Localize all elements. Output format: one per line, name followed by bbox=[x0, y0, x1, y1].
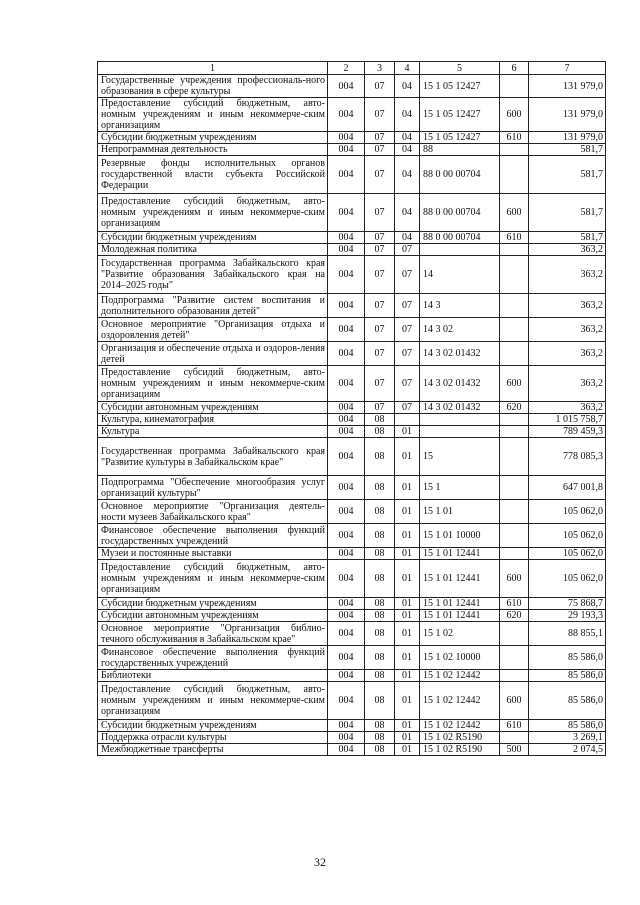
row-target-article-cell: 15 1 01 12441 bbox=[420, 598, 500, 610]
table-row bbox=[98, 426, 606, 438]
row-section-cell: 07 bbox=[365, 256, 395, 294]
row-name-cell: Подпрограмма "Развитие систем воспитания и дополнительного образования детей" bbox=[98, 294, 328, 318]
row-amount-cell: 581,7 bbox=[529, 194, 606, 232]
table-row bbox=[98, 610, 606, 622]
row-amount-cell: 75 868,7 bbox=[529, 598, 606, 610]
row-target-article-cell: 15 1 02 R5190 bbox=[420, 732, 500, 744]
table-row bbox=[98, 622, 606, 646]
row-subsection-cell: 01 bbox=[395, 622, 420, 646]
table-row bbox=[98, 720, 606, 732]
row-target-article-cell: 14 3 02 bbox=[420, 318, 500, 342]
row-name-cell: Предоставление субсидий бюджетным, авто-номным учреждениям и иным некоммерче-ским организациям bbox=[98, 194, 328, 232]
row-name-cell: Государственные учреждения профессиональ-ного образования в сфере культуры bbox=[98, 75, 328, 98]
table-row bbox=[98, 318, 606, 342]
row-expense-type-cell: 600 bbox=[500, 682, 529, 720]
row-admin-code-cell: 004 bbox=[328, 132, 365, 144]
row-subsection-cell: 01 bbox=[395, 744, 420, 756]
row-amount-cell: 88 855,1 bbox=[529, 622, 606, 646]
table-row bbox=[98, 500, 606, 524]
row-expense-type-cell bbox=[500, 75, 529, 98]
row-section-cell: 07 bbox=[365, 318, 395, 342]
row-expense-type-cell: 600 bbox=[500, 194, 529, 232]
row-target-article-cell bbox=[420, 244, 500, 256]
row-admin-code-cell: 004 bbox=[328, 476, 365, 500]
row-amount-cell: 581,7 bbox=[529, 156, 606, 194]
row-section-cell: 07 bbox=[365, 132, 395, 144]
row-subsection-cell: 04 bbox=[395, 156, 420, 194]
table-row bbox=[98, 156, 606, 194]
row-name-cell: Межбюджетные трансферты bbox=[98, 744, 328, 756]
row-admin-code-cell: 004 bbox=[328, 622, 365, 646]
page-number: 32 bbox=[314, 855, 326, 869]
row-target-article-cell: 15 1 01 12441 bbox=[420, 548, 500, 560]
row-section-cell: 08 bbox=[365, 414, 395, 426]
row-admin-code-cell: 004 bbox=[328, 318, 365, 342]
header-cell-1: 1 bbox=[98, 62, 328, 75]
row-subsection-cell: 04 bbox=[395, 98, 420, 132]
row-amount-cell: 2 074,5 bbox=[529, 744, 606, 756]
row-amount-cell: 85 586,0 bbox=[529, 682, 606, 720]
row-expense-type-cell bbox=[500, 476, 529, 500]
row-subsection-cell: 04 bbox=[395, 132, 420, 144]
row-subsection-cell: 01 bbox=[395, 670, 420, 682]
row-section-cell: 07 bbox=[365, 402, 395, 414]
row-admin-code-cell: 004 bbox=[328, 98, 365, 132]
row-target-article-cell: 15 1 bbox=[420, 476, 500, 500]
row-target-article-cell: 14 bbox=[420, 256, 500, 294]
row-section-cell: 07 bbox=[365, 294, 395, 318]
row-section-cell: 08 bbox=[365, 744, 395, 756]
row-admin-code-cell: 004 bbox=[328, 610, 365, 622]
row-amount-cell: 363,2 bbox=[529, 318, 606, 342]
row-admin-code-cell: 004 bbox=[328, 414, 365, 426]
row-section-cell: 08 bbox=[365, 524, 395, 548]
row-name-cell: Субсидии бюджетным учреждениям bbox=[98, 132, 328, 144]
header-cell-2: 2 bbox=[328, 62, 365, 75]
row-section-cell: 08 bbox=[365, 548, 395, 560]
table-row bbox=[98, 75, 606, 98]
row-target-article-cell: 15 1 02 12442 bbox=[420, 670, 500, 682]
row-expense-type-cell: 620 bbox=[500, 402, 529, 414]
row-expense-type-cell bbox=[500, 256, 529, 294]
row-subsection-cell: 01 bbox=[395, 720, 420, 732]
row-expense-type-cell bbox=[500, 342, 529, 366]
row-name-cell: Государственная программа Забайкальского края "Развитие образования Забайкальского края на 2014–2025 годы" bbox=[98, 256, 328, 294]
row-expense-type-cell bbox=[500, 426, 529, 438]
row-target-article-cell: 14 3 bbox=[420, 294, 500, 318]
row-target-article-cell: 15 1 02 12442 bbox=[420, 682, 500, 720]
row-admin-code-cell: 004 bbox=[328, 232, 365, 244]
row-subsection-cell: 07 bbox=[395, 342, 420, 366]
row-amount-cell: 105 062,0 bbox=[529, 524, 606, 548]
row-name-cell: Подпрограмма "Обеспечение многообразия услуг организаций культуры" bbox=[98, 476, 328, 500]
row-admin-code-cell: 004 bbox=[328, 438, 365, 476]
row-admin-code-cell: 004 bbox=[328, 75, 365, 98]
row-section-cell: 08 bbox=[365, 476, 395, 500]
row-name-cell: Предоставление субсидий бюджетным, авто-номным учреждениям и иным некоммерче-ским организациям bbox=[98, 366, 328, 402]
row-subsection-cell: 04 bbox=[395, 194, 420, 232]
table-row bbox=[98, 438, 606, 476]
row-section-cell: 07 bbox=[365, 75, 395, 98]
row-amount-cell: 105 062,0 bbox=[529, 500, 606, 524]
header-cell-4: 4 bbox=[395, 62, 420, 75]
row-section-cell: 08 bbox=[365, 682, 395, 720]
row-expense-type-cell: 600 bbox=[500, 366, 529, 402]
row-target-article-cell: 15 1 02 bbox=[420, 622, 500, 646]
header-cell-7: 7 bbox=[529, 62, 606, 75]
row-amount-cell: 3 269,1 bbox=[529, 732, 606, 744]
row-subsection-cell: 07 bbox=[395, 402, 420, 414]
row-name-cell: Основное мероприятие "Организация деятель-ности музеев Забайкальского края" bbox=[98, 500, 328, 524]
table-row bbox=[98, 524, 606, 548]
row-target-article-cell: 15 1 02 R5190 bbox=[420, 744, 500, 756]
row-name-cell: Молодежная политика bbox=[98, 244, 328, 256]
row-amount-cell: 1 015 758,7 bbox=[529, 414, 606, 426]
row-target-article-cell: 88 bbox=[420, 144, 500, 156]
table-row bbox=[98, 366, 606, 402]
row-amount-cell: 581,7 bbox=[529, 232, 606, 244]
row-subsection-cell: 04 bbox=[395, 75, 420, 98]
row-name-cell: Субсидии бюджетным учреждениям bbox=[98, 232, 328, 244]
row-expense-type-cell: 600 bbox=[500, 560, 529, 598]
row-admin-code-cell: 004 bbox=[328, 194, 365, 232]
row-admin-code-cell: 004 bbox=[328, 560, 365, 598]
row-expense-type-cell bbox=[500, 646, 529, 670]
row-target-article-cell: 15 1 01 10000 bbox=[420, 524, 500, 548]
row-admin-code-cell: 004 bbox=[328, 682, 365, 720]
row-expense-type-cell bbox=[500, 294, 529, 318]
row-name-cell: Финансовое обеспечение выполнения функций государственных учреждений bbox=[98, 524, 328, 548]
header-cell-3: 3 bbox=[365, 62, 395, 75]
row-target-article-cell: 14 3 02 01432 bbox=[420, 402, 500, 414]
row-name-cell: Предоставление субсидий бюджетным, авто-номным учреждениям и иным некоммерче-ским организациям bbox=[98, 682, 328, 720]
row-admin-code-cell: 004 bbox=[328, 294, 365, 318]
row-amount-cell: 85 586,0 bbox=[529, 670, 606, 682]
row-name-cell: Поддержка отрасли культуры bbox=[98, 732, 328, 744]
row-section-cell: 07 bbox=[365, 144, 395, 156]
row-amount-cell: 778 085,3 bbox=[529, 438, 606, 476]
row-admin-code-cell: 004 bbox=[328, 256, 365, 294]
row-target-article-cell: 14 3 02 01432 bbox=[420, 366, 500, 402]
row-target-article-cell: 88 0 00 00704 bbox=[420, 194, 500, 232]
row-amount-cell: 85 586,0 bbox=[529, 720, 606, 732]
row-admin-code-cell: 004 bbox=[328, 156, 365, 194]
row-expense-type-cell: 620 bbox=[500, 610, 529, 622]
row-target-article-cell: 14 3 02 01432 bbox=[420, 342, 500, 366]
row-expense-type-cell: 610 bbox=[500, 232, 529, 244]
row-expense-type-cell bbox=[500, 244, 529, 256]
row-name-cell: Основное мероприятие "Организация отдыха и оздоровления детей" bbox=[98, 318, 328, 342]
row-target-article-cell: 15 bbox=[420, 438, 500, 476]
row-section-cell: 08 bbox=[365, 560, 395, 598]
row-admin-code-cell: 004 bbox=[328, 720, 365, 732]
row-name-cell: Финансовое обеспечение выполнения функций государственных учреждений bbox=[98, 646, 328, 670]
row-name-cell: Культура, кинематография bbox=[98, 414, 328, 426]
table-row bbox=[98, 732, 606, 744]
row-name-cell: Субсидии бюджетным учреждениям bbox=[98, 598, 328, 610]
row-name-cell: Предоставление субсидий бюджетным, авто-номным учреждениям и иным некоммерче-ским организациям bbox=[98, 560, 328, 598]
row-section-cell: 07 bbox=[365, 98, 395, 132]
row-subsection-cell: 07 bbox=[395, 256, 420, 294]
row-admin-code-cell: 004 bbox=[328, 548, 365, 560]
row-admin-code-cell: 004 bbox=[328, 646, 365, 670]
row-amount-cell: 85 586,0 bbox=[529, 646, 606, 670]
table-row bbox=[98, 194, 606, 232]
header-cell-5: 5 bbox=[420, 62, 500, 75]
row-target-article-cell: 15 1 02 12442 bbox=[420, 720, 500, 732]
row-name-cell: Организация и обеспечение отдыха и оздоров-ления детей bbox=[98, 342, 328, 366]
row-expense-type-cell bbox=[500, 414, 529, 426]
table-row bbox=[98, 598, 606, 610]
row-amount-cell: 647 001,8 bbox=[529, 476, 606, 500]
row-admin-code-cell: 004 bbox=[328, 402, 365, 414]
row-expense-type-cell bbox=[500, 144, 529, 156]
row-section-cell: 07 bbox=[365, 232, 395, 244]
row-admin-code-cell: 004 bbox=[328, 366, 365, 402]
row-amount-cell: 131 979,0 bbox=[529, 132, 606, 144]
table-row bbox=[98, 560, 606, 598]
row-section-cell: 08 bbox=[365, 610, 395, 622]
row-amount-cell: 105 062,0 bbox=[529, 548, 606, 560]
row-section-cell: 08 bbox=[365, 732, 395, 744]
row-admin-code-cell: 004 bbox=[328, 426, 365, 438]
row-admin-code-cell: 004 bbox=[328, 244, 365, 256]
table-row bbox=[98, 646, 606, 670]
table-row bbox=[98, 402, 606, 414]
row-amount-cell: 105 062,0 bbox=[529, 560, 606, 598]
row-subsection-cell: 01 bbox=[395, 426, 420, 438]
row-expense-type-cell bbox=[500, 438, 529, 476]
row-admin-code-cell: 004 bbox=[328, 598, 365, 610]
row-subsection-cell: 01 bbox=[395, 524, 420, 548]
row-target-article-cell: 15 1 01 12441 bbox=[420, 560, 500, 598]
row-expense-type-cell: 600 bbox=[500, 98, 529, 132]
row-section-cell: 08 bbox=[365, 646, 395, 670]
row-expense-type-cell: 500 bbox=[500, 744, 529, 756]
row-amount-cell: 131 979,0 bbox=[529, 75, 606, 98]
row-target-article-cell: 88 0 00 00704 bbox=[420, 156, 500, 194]
row-amount-cell: 363,2 bbox=[529, 342, 606, 366]
row-amount-cell: 581,7 bbox=[529, 144, 606, 156]
row-name-cell: Основное мероприятие "Организация библио-течного обслуживания в Забайкальском крае" bbox=[98, 622, 328, 646]
row-subsection-cell: 01 bbox=[395, 438, 420, 476]
row-target-article-cell: 15 1 05 12427 bbox=[420, 98, 500, 132]
row-name-cell: Музеи и постоянные выставки bbox=[98, 548, 328, 560]
row-expense-type-cell: 610 bbox=[500, 132, 529, 144]
row-expense-type-cell bbox=[500, 670, 529, 682]
row-target-article-cell: 88 0 00 00704 bbox=[420, 232, 500, 244]
row-subsection-cell: 07 bbox=[395, 244, 420, 256]
row-admin-code-cell: 004 bbox=[328, 744, 365, 756]
row-section-cell: 08 bbox=[365, 720, 395, 732]
row-section-cell: 07 bbox=[365, 366, 395, 402]
table-row bbox=[98, 682, 606, 720]
row-subsection-cell: 07 bbox=[395, 366, 420, 402]
table-row bbox=[98, 232, 606, 244]
row-expense-type-cell bbox=[500, 500, 529, 524]
row-expense-type-cell: 610 bbox=[500, 720, 529, 732]
row-amount-cell: 363,2 bbox=[529, 294, 606, 318]
row-section-cell: 08 bbox=[365, 438, 395, 476]
table-row bbox=[98, 744, 606, 756]
row-section-cell: 07 bbox=[365, 194, 395, 232]
table-row bbox=[98, 144, 606, 156]
row-section-cell: 08 bbox=[365, 622, 395, 646]
row-expense-type-cell bbox=[500, 318, 529, 342]
row-admin-code-cell: 004 bbox=[328, 500, 365, 524]
row-subsection-cell: 01 bbox=[395, 548, 420, 560]
row-amount-cell: 363,2 bbox=[529, 244, 606, 256]
row-section-cell: 08 bbox=[365, 670, 395, 682]
row-expense-type-cell bbox=[500, 622, 529, 646]
table-row bbox=[98, 414, 606, 426]
row-expense-type-cell bbox=[500, 524, 529, 548]
row-name-cell: Государственная программа Забайкальского края "Развитие культуры в Забайкальском крае" bbox=[98, 438, 328, 476]
row-name-cell: Непрограммная деятельность bbox=[98, 144, 328, 156]
row-target-article-cell: 15 1 02 10000 bbox=[420, 646, 500, 670]
row-name-cell: Субсидии автономным учреждениям bbox=[98, 610, 328, 622]
table-row bbox=[98, 244, 606, 256]
row-subsection-cell bbox=[395, 414, 420, 426]
row-subsection-cell: 04 bbox=[395, 232, 420, 244]
row-admin-code-cell: 004 bbox=[328, 342, 365, 366]
header-row bbox=[98, 62, 606, 75]
row-amount-cell: 131 979,0 bbox=[529, 98, 606, 132]
row-subsection-cell: 01 bbox=[395, 476, 420, 500]
row-admin-code-cell: 004 bbox=[328, 524, 365, 548]
table-row bbox=[98, 294, 606, 318]
row-subsection-cell: 04 bbox=[395, 144, 420, 156]
row-admin-code-cell: 004 bbox=[328, 144, 365, 156]
budget-table-container bbox=[97, 61, 605, 756]
row-subsection-cell: 01 bbox=[395, 610, 420, 622]
table-row bbox=[98, 98, 606, 132]
row-section-cell: 08 bbox=[365, 500, 395, 524]
row-expense-type-cell bbox=[500, 548, 529, 560]
row-target-article-cell bbox=[420, 414, 500, 426]
row-name-cell: Субсидии бюджетным учреждениям bbox=[98, 720, 328, 732]
header-cell-6: 6 bbox=[500, 62, 529, 75]
row-name-cell: Библиотеки bbox=[98, 670, 328, 682]
row-name-cell: Культура bbox=[98, 426, 328, 438]
row-target-article-cell: 15 1 01 12441 bbox=[420, 610, 500, 622]
table-row bbox=[98, 548, 606, 560]
row-name-cell: Предоставление субсидий бюджетным, авто-номным учреждениям и иным некоммерче-ским организациям bbox=[98, 98, 328, 132]
row-amount-cell: 363,2 bbox=[529, 366, 606, 402]
row-subsection-cell: 01 bbox=[395, 646, 420, 670]
row-amount-cell: 363,2 bbox=[529, 402, 606, 414]
row-target-article-cell: 15 1 05 12427 bbox=[420, 132, 500, 144]
row-subsection-cell: 01 bbox=[395, 732, 420, 744]
row-subsection-cell: 01 bbox=[395, 598, 420, 610]
row-name-cell: Резервные фонды исполнительных органов государственной власти субъекта Российской Федерации bbox=[98, 156, 328, 194]
table-body bbox=[98, 75, 606, 756]
table-row bbox=[98, 476, 606, 500]
row-target-article-cell bbox=[420, 426, 500, 438]
row-amount-cell: 29 193,3 bbox=[529, 610, 606, 622]
row-admin-code-cell: 004 bbox=[328, 732, 365, 744]
row-section-cell: 08 bbox=[365, 426, 395, 438]
row-expense-type-cell: 610 bbox=[500, 598, 529, 610]
row-subsection-cell: 01 bbox=[395, 500, 420, 524]
table-row bbox=[98, 132, 606, 144]
row-amount-cell: 789 459,3 bbox=[529, 426, 606, 438]
table-row bbox=[98, 670, 606, 682]
row-amount-cell: 363,2 bbox=[529, 256, 606, 294]
row-subsection-cell: 07 bbox=[395, 294, 420, 318]
row-section-cell: 07 bbox=[365, 156, 395, 194]
row-target-article-cell: 15 1 05 12427 bbox=[420, 75, 500, 98]
row-section-cell: 08 bbox=[365, 598, 395, 610]
row-name-cell: Субсидии автономным учреждениям bbox=[98, 402, 328, 414]
row-section-cell: 07 bbox=[365, 342, 395, 366]
row-subsection-cell: 01 bbox=[395, 560, 420, 598]
row-target-article-cell: 15 1 01 bbox=[420, 500, 500, 524]
table-row bbox=[98, 342, 606, 366]
row-expense-type-cell bbox=[500, 732, 529, 744]
row-expense-type-cell bbox=[500, 156, 529, 194]
row-subsection-cell: 01 bbox=[395, 682, 420, 720]
row-section-cell: 07 bbox=[365, 244, 395, 256]
table-row bbox=[98, 256, 606, 294]
row-admin-code-cell: 004 bbox=[328, 670, 365, 682]
row-subsection-cell: 07 bbox=[395, 318, 420, 342]
budget-table bbox=[97, 61, 606, 756]
